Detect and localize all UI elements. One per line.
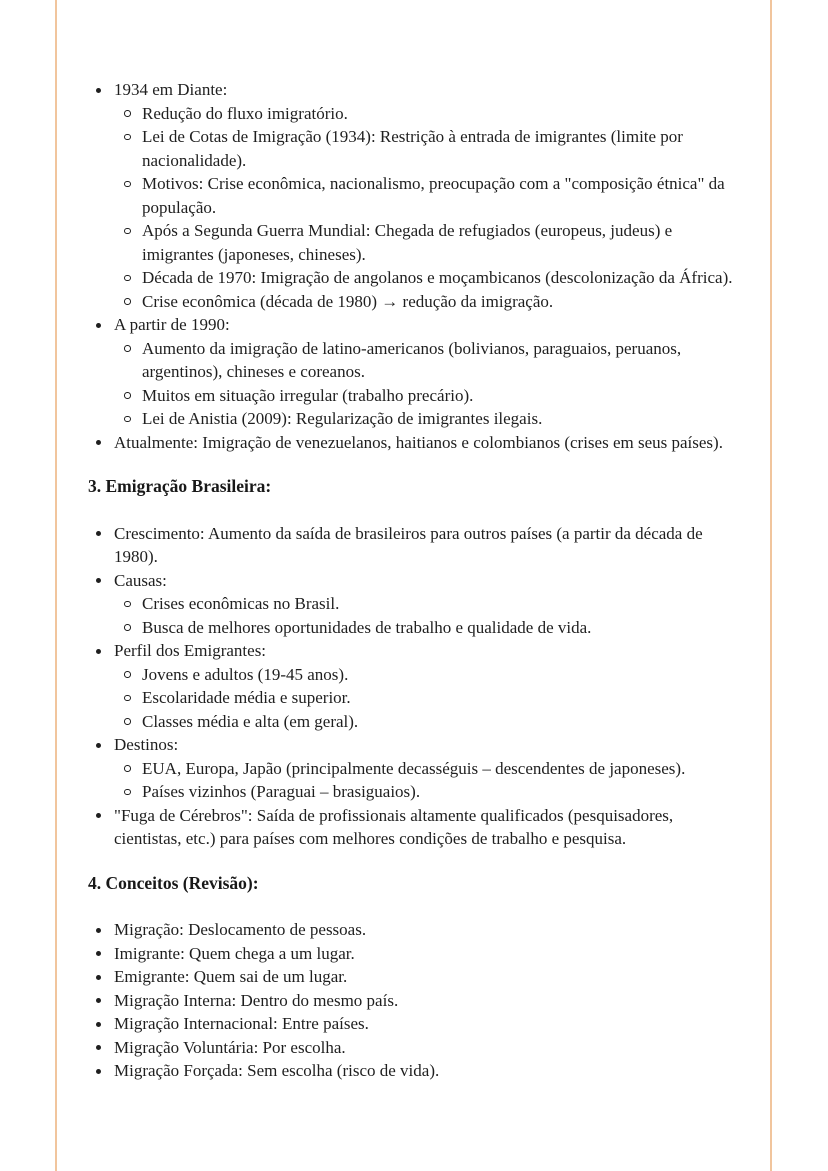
list-item-row: [88, 431, 744, 455]
bullet-icon: [88, 965, 114, 980]
list-item: [88, 918, 744, 942]
section-heading: 4. Conceitos (Revisão):: [88, 872, 259, 893]
list-item-text: Imigrante: Quem chega a um lugar.: [114, 943, 355, 963]
list-item-text: Migração Forçada: Sem escolha (risco de vida).: [114, 1061, 440, 1080]
circle-bullet-icon: [116, 686, 142, 701]
list-item-row: [88, 942, 744, 966]
sub-list-item-text: Década de 1970: Imigração de angolanos e moçambicanos (descolonização da África).: [142, 268, 733, 287]
sub-list-item-row: [116, 172, 744, 219]
list-item: [88, 733, 744, 804]
sub-list-item-row: [116, 102, 744, 126]
bullet-icon: [88, 639, 114, 654]
bullet-list: [88, 78, 744, 454]
circle-bullet-icon: [116, 407, 142, 422]
list-item: [88, 989, 744, 1013]
section-heading: 3. Emigração Brasileira:: [88, 476, 272, 496]
sub-list-item-text: Classes média e alta (em geral).: [142, 711, 359, 731]
bullet-icon: [88, 804, 114, 819]
sub-list-item-row: [116, 384, 744, 408]
list-item-text: Causas:: [114, 570, 167, 590]
sub-list-item-row: [116, 266, 744, 290]
list-item: [88, 1012, 744, 1036]
sub-list-item-row: [116, 407, 744, 431]
sub-list-item: [116, 125, 744, 172]
sub-list-item-text: Aumento da imigração de latino-americanos (bolivianos, paraguaios, peruanos, argentinos), chineses e coreanos.: [142, 338, 682, 381]
sub-list-item-text: Lei de Anistia (2009): Regularização de imigrantes ilegais.: [142, 409, 543, 428]
sub-list-item: [116, 592, 744, 616]
circle-bullet-icon: [116, 780, 142, 795]
sub-list-item: [116, 407, 744, 431]
sub-list-item-row: [116, 219, 744, 266]
sub-list-item-row: [116, 125, 744, 172]
page-content: [88, 78, 744, 1083]
bullet-icon: [88, 1012, 114, 1027]
circle-bullet-icon: [116, 616, 142, 631]
list-item-row: [88, 1012, 744, 1036]
sub-list-item-text: Redução do fluxo imigratório.: [142, 103, 348, 123]
sub-list-item-text: Lei de Cotas de Imigração (1934): Restrição à entrada de imigrantes (limite por nacionalidade).: [142, 127, 683, 170]
page-border-right-line: [770, 0, 772, 1171]
sub-list-item-text: EUA, Europa, Japão (principalmente decasséguis – descendentes de japoneses).: [142, 758, 686, 778]
list-item-text: "Fuga de Cérebros": Saída de profissionais altamente qualificados (pesquisadores, cientistas, etc.) para países com melhores condições de trabalho e pesquisa.: [114, 805, 674, 848]
bullet-icon: [88, 569, 114, 584]
list-item-text: Migração Interna: Dentro do mesmo país.: [114, 990, 399, 1010]
sub-list-item-row: [116, 757, 744, 781]
document-section: [88, 872, 744, 1083]
sub-list-item-row: [116, 663, 744, 687]
circle-bullet-icon: [116, 125, 142, 140]
sub-bullet-list: [116, 102, 744, 314]
sub-list-item-text: Após a Segunda Guerra Mundial: Chegada de refugiados (europeus, judeus) e imigrantes (japoneses, chineses).: [142, 221, 673, 264]
sub-list-item-row: [116, 710, 744, 734]
circle-bullet-icon: [116, 757, 142, 772]
sub-list-item-row: [116, 686, 744, 710]
bullet-icon: [88, 733, 114, 748]
list-item-row: [88, 1036, 744, 1060]
list-item: [88, 1036, 744, 1060]
list-item: [88, 569, 744, 640]
list-item-row: [88, 918, 744, 942]
circle-bullet-icon: [116, 102, 142, 117]
sub-bullet-list: [116, 592, 744, 639]
bullet-icon: [88, 1036, 114, 1051]
list-item-text: Crescimento: Aumento da saída de brasileiros para outros países (a partir da década de 1980).: [114, 523, 703, 566]
bullet-icon: [88, 918, 114, 933]
sub-bullet-list: [116, 337, 744, 431]
sub-list-item-text: Busca de melhores oportunidades de trabalho e qualidade de vida.: [142, 617, 592, 637]
sub-list-item: [116, 172, 744, 219]
sub-list-item: [116, 710, 744, 734]
list-item-row: [88, 733, 744, 757]
document-section: [88, 78, 744, 454]
sub-list-item-text: Países vizinhos (Paraguai – brasiguaios).: [142, 782, 421, 801]
list-item-text: A partir de 1990:: [114, 315, 230, 334]
circle-bullet-icon: [116, 337, 142, 352]
sub-list-item: [116, 219, 744, 266]
bullet-icon: [88, 989, 114, 1004]
list-item: [88, 942, 744, 966]
bullet-list: [88, 918, 744, 1083]
list-item-text: Migração Internacional: Entre países.: [114, 1014, 369, 1033]
list-item: [88, 313, 744, 431]
circle-bullet-icon: [116, 384, 142, 399]
list-item-row: [88, 78, 744, 102]
sub-list-item-text: Crise econômica (década de 1980) → redução da imigração.: [142, 291, 554, 311]
bullet-list: [88, 522, 744, 851]
list-item: [88, 431, 744, 455]
sub-list-item: [116, 757, 744, 781]
list-item-row: [88, 965, 744, 989]
list-item-row: [88, 639, 744, 663]
list-item: [88, 522, 744, 569]
sub-list-item: [116, 337, 744, 384]
list-item-text: 1934 em Diante:: [114, 80, 228, 99]
list-item-row: [88, 1059, 744, 1083]
list-item-row: [88, 522, 744, 569]
sub-list-item: [116, 266, 744, 290]
sub-list-item: [116, 663, 744, 687]
list-item-text: Migração Voluntária: Por escolha.: [114, 1037, 346, 1057]
bullet-icon: [88, 313, 114, 328]
sub-list-item-text: Escolaridade média e superior.: [142, 688, 351, 707]
circle-bullet-icon: [116, 710, 142, 725]
sub-list-item: [116, 290, 744, 314]
sub-list-item-text: Motivos: Crise econômica, nacionalismo, preocupação com a "composição étnica" da população.: [142, 174, 725, 217]
list-item-text: Migração: Deslocamento de pessoas.: [114, 920, 367, 939]
list-item-text: Perfil dos Emigrantes:: [114, 641, 267, 660]
list-item-row: [88, 804, 744, 851]
circle-bullet-icon: [116, 172, 142, 187]
list-item-row: [88, 569, 744, 593]
sub-bullet-list: [116, 663, 744, 734]
list-item-text: Atualmente: Imigração de venezuelanos, haitianos e colombianos (crises em seus países).: [114, 432, 723, 452]
sub-bullet-list: [116, 757, 744, 804]
list-item-row: [88, 989, 744, 1013]
circle-bullet-icon: [116, 219, 142, 234]
list-item: [88, 1059, 744, 1083]
list-item-row: [88, 313, 744, 337]
list-item-text: Emigrante: Quem sai de um lugar.: [114, 967, 348, 986]
list-item-text: Destinos:: [114, 735, 179, 754]
sub-list-item-row: [116, 290, 744, 314]
sub-list-item: [116, 384, 744, 408]
document-section: [88, 475, 744, 851]
sub-list-item-text: Crises econômicas no Brasil.: [142, 594, 340, 613]
sub-list-item: [116, 780, 744, 804]
bullet-icon: [88, 522, 114, 537]
sub-list-item-row: [116, 337, 744, 384]
bullet-icon: [88, 1059, 114, 1074]
sub-list-item: [116, 686, 744, 710]
list-item: [88, 78, 744, 313]
circle-bullet-icon: [116, 663, 142, 678]
list-item: [88, 804, 744, 851]
circle-bullet-icon: [116, 266, 142, 281]
list-item: [88, 639, 744, 733]
bullet-icon: [88, 78, 114, 93]
list-item: [88, 965, 744, 989]
sub-list-item-row: [116, 616, 744, 640]
sub-list-item-text: Muitos em situação irregular (trabalho precário).: [142, 385, 474, 405]
sub-list-item-row: [116, 780, 744, 804]
bullet-icon: [88, 431, 114, 446]
sub-list-item: [116, 102, 744, 126]
sub-list-item-text: Jovens e adultos (19-45 anos).: [142, 664, 349, 684]
page-border-left-line: [55, 0, 57, 1171]
bullet-icon: [88, 942, 114, 957]
sub-list-item: [116, 616, 744, 640]
sub-list-item-row: [116, 592, 744, 616]
circle-bullet-icon: [116, 592, 142, 607]
circle-bullet-icon: [116, 290, 142, 305]
